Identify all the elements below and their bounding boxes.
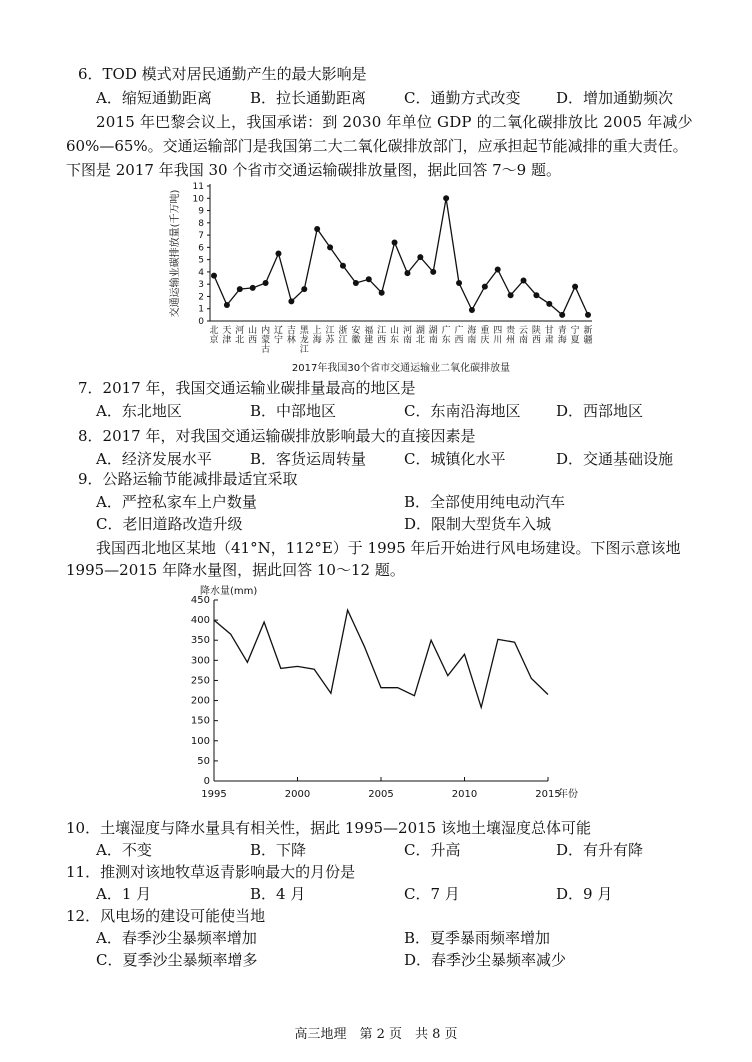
- data-point: [314, 226, 320, 232]
- x-tick-label: 湖: [428, 326, 438, 336]
- x-tick-label: 广: [441, 326, 451, 336]
- page-footer: 高三地理 第 2 页 共 8 页: [294, 1027, 458, 1042]
- x-tick-label: 上: [312, 326, 322, 336]
- q8-option-a: A．经济发展水平: [96, 450, 212, 468]
- x-tick-label: 庆: [480, 335, 490, 346]
- x-tick-label: 江: [338, 335, 348, 346]
- x-tick-label: 南: [467, 335, 477, 346]
- q10-option-a: A．不变: [96, 841, 152, 859]
- q6-option-a: A．缩短通勤距离: [96, 89, 212, 107]
- data-point: [559, 312, 565, 318]
- q8-stem: 8．2017 年，对我国交通运输碳排放影响最大的直接因素是: [78, 427, 476, 445]
- y-tick-label: 5: [198, 255, 204, 266]
- y-tick-label: 200: [190, 695, 210, 707]
- q12-stem: 12．风电场的建设可能使当地: [66, 907, 266, 925]
- y-tick-label: 2: [198, 292, 204, 303]
- y-tick-label: 0: [203, 776, 210, 787]
- chart-caption: 2017年我国30个省市交通运输业二氧化碳排放量: [291, 363, 511, 374]
- data-point: [469, 307, 475, 313]
- x-tick-label: 古: [261, 345, 271, 355]
- q6-stem: 6．TOD 模式对居民通勤产生的最大影响是: [78, 65, 367, 83]
- x-tick-label: 疆: [583, 335, 593, 346]
- x-tick-label: 海: [312, 335, 322, 346]
- data-point: [366, 276, 372, 282]
- x-tick-label: 江: [325, 326, 335, 336]
- data-point: [482, 284, 488, 290]
- q9-stem: 9．公路运输节能减排最适宜采取: [78, 470, 298, 488]
- x-tick-label: 西: [454, 335, 464, 346]
- q7-option-d: D．西部地区: [556, 402, 644, 420]
- x-tick-label: 西: [248, 335, 258, 346]
- data-point: [533, 292, 539, 298]
- intro2-line2: 1995—2015 年降水量图，据此回答 10～12 题。: [66, 561, 405, 579]
- data-point: [288, 298, 294, 304]
- x-tick-label: 辽: [273, 326, 283, 336]
- data-point: [211, 273, 217, 279]
- x-tick-label: 安: [351, 326, 361, 336]
- q10-option-b: B．下降: [250, 841, 307, 859]
- carbon-emission-chart: [160, 178, 600, 374]
- y-tick-label: 3: [198, 280, 204, 291]
- x-tick-label: 四: [493, 326, 503, 336]
- y-tick-label: 450: [190, 595, 210, 606]
- data-point: [456, 280, 462, 286]
- x-tick-label: 贵: [506, 326, 516, 336]
- emission-line: [214, 198, 588, 315]
- intro1-line3: 下图是 2017 年我国 30 个省市交通运输碳排放量图，据此回答 7～9 题。: [66, 161, 561, 179]
- x-tick-label: 河: [402, 326, 412, 336]
- x-tick-label: 陕: [531, 326, 541, 336]
- q9-option-c: C．老旧道路改造升级: [96, 515, 243, 533]
- x-tick-label: 东: [441, 335, 451, 346]
- intro2-line1: 我国西北地区某地（41°N，112°E）于 1995 年后开始进行风电场建设。下图示意该地: [96, 539, 681, 557]
- q11-option-c: C．7 月: [404, 885, 460, 903]
- data-point: [250, 285, 256, 291]
- data-point: [572, 284, 578, 290]
- precipitation-chart: [170, 580, 610, 804]
- precipitation-line: [214, 610, 548, 707]
- q11-option-a: A．1 月: [96, 885, 152, 903]
- q10-stem: 10．土壤湿度与降水量具有相关性，据此 1995—2015 该地土壤湿度总体可能: [66, 819, 591, 837]
- y-tick-label: 1: [198, 304, 204, 315]
- x-tick-label: 南: [519, 335, 529, 346]
- data-point: [443, 195, 449, 201]
- q12-option-d: D．春季沙尘暴频率减少: [404, 951, 567, 969]
- y-tick-label: 100: [190, 735, 210, 747]
- intro1-line1: 2015 年巴黎会议上，我国承诺：到 2030 年单位 GDP 的二氧化碳排放比 2005 年减少: [96, 113, 693, 131]
- x-tick-label: 江: [299, 345, 309, 355]
- x-tick-label: 山: [248, 326, 258, 336]
- q11-stem: 11．推测对该地牧草返青影响最大的月份是: [66, 863, 356, 881]
- x-tick-label: 海: [557, 335, 567, 346]
- q8-option-d: D．交通基础设施: [556, 450, 674, 468]
- q7-option-a: A．东北地区: [96, 402, 182, 420]
- y-tick-label: 300: [190, 655, 210, 667]
- q7-option-b: B．中部地区: [250, 402, 337, 420]
- x-tick-label: 京: [209, 335, 219, 346]
- x-tick-label: 内: [261, 326, 271, 336]
- data-point: [495, 266, 501, 272]
- q8-option-b: B．客货运周转量: [250, 450, 367, 468]
- x-tick-label: 龙: [299, 335, 309, 346]
- x-tick-label: 州: [506, 335, 516, 346]
- x-tick-label: 2010: [451, 789, 478, 800]
- x-tick-label: 天: [222, 326, 232, 336]
- x-tick-label: 西: [531, 335, 541, 346]
- y-axis-label: 交通运输业碳排放量(千万吨): [170, 189, 181, 318]
- x-tick-label: 南: [428, 335, 438, 346]
- q9-option-b: B．全部使用纯电动汽车: [404, 493, 566, 511]
- x-tick-label: 新: [583, 326, 593, 336]
- data-point: [379, 290, 385, 296]
- x-tick-label: 2000: [284, 789, 311, 800]
- data-point: [327, 244, 333, 250]
- q10-option-c: C．升高: [404, 841, 461, 859]
- y-tick-label: 10: [192, 194, 204, 205]
- data-point: [430, 269, 436, 275]
- y-tick-label: 8: [198, 218, 204, 229]
- data-point: [275, 251, 281, 257]
- x-tick-label: 青: [557, 326, 567, 336]
- data-point: [585, 312, 591, 318]
- data-point: [392, 239, 398, 245]
- x-tick-label: 山: [390, 326, 400, 336]
- q6-option-b: B．拉长通勤距离: [250, 89, 367, 107]
- y-tick-label: 11: [192, 182, 204, 192]
- q12-option-b: B．夏季暴雨频率增加: [404, 929, 551, 947]
- x-tick-label: 吉: [286, 326, 296, 336]
- x-tick-label: 2005: [368, 789, 394, 800]
- x-tick-label: 北: [415, 335, 425, 346]
- q12-option-c: C．夏季沙尘暴频率增多: [96, 951, 258, 969]
- x-tick-label: 重: [480, 326, 490, 336]
- y-tick-label: 7: [198, 231, 204, 242]
- x-tick-label: 宁: [273, 335, 283, 346]
- x-tick-label: 湖: [415, 326, 425, 336]
- x-axis-label: 年份: [558, 789, 578, 800]
- x-tick-label: 河: [235, 326, 245, 336]
- x-tick-label: 蒙: [261, 335, 271, 346]
- x-tick-label: 云: [519, 326, 529, 336]
- x-tick-label: 东: [390, 335, 400, 346]
- x-tick-label: 建: [364, 335, 374, 346]
- data-point: [301, 286, 307, 292]
- x-tick-label: 肃: [544, 335, 554, 346]
- intro1-line2: 60%—65%。交通运输部门是我国第二大二氧化碳排放部门，应承担起节能减排的重大责任。: [66, 137, 688, 155]
- y-tick-label: 150: [190, 715, 210, 727]
- data-point: [417, 254, 423, 260]
- q6-option-c: C．通勤方式改变: [404, 89, 521, 107]
- x-tick-label: 北: [209, 326, 219, 336]
- x-tick-label: 夏: [570, 335, 580, 346]
- y-tick-label: 4: [198, 267, 204, 278]
- data-point: [546, 301, 552, 307]
- q9-option-d: D．限制大型货车入城: [404, 515, 552, 533]
- data-point: [521, 278, 527, 284]
- y-tick-label: 50: [197, 755, 210, 767]
- data-point: [340, 263, 346, 269]
- q10-option-d: D．有升有降: [556, 841, 644, 859]
- x-tick-label: 北: [235, 335, 245, 346]
- x-tick-label: 宁: [570, 326, 580, 336]
- y-axis-label: 降水量(mm): [200, 586, 258, 597]
- x-tick-label: 黑: [299, 326, 309, 336]
- data-point: [237, 286, 243, 292]
- data-point: [353, 280, 359, 286]
- y-tick-label: 400: [190, 615, 210, 627]
- data-point: [508, 292, 514, 298]
- y-tick-label: 250: [190, 675, 210, 687]
- q11-option-b: B．4 月: [250, 885, 306, 903]
- y-tick-label: 0: [198, 317, 204, 327]
- x-tick-label: 1995: [201, 789, 227, 800]
- x-tick-label: 苏: [325, 335, 335, 346]
- q12-option-a: A．春季沙尘暴频率增加: [96, 929, 257, 947]
- q6-option-d: D．增加通勤频次: [556, 89, 674, 107]
- x-tick-label: 海: [467, 326, 477, 336]
- data-point: [224, 302, 230, 308]
- q7-option-c: C．东南沿海地区: [404, 402, 521, 420]
- x-tick-label: 2015: [535, 789, 561, 800]
- x-tick-label: 福: [364, 326, 374, 336]
- y-tick-label: 350: [190, 635, 210, 647]
- x-tick-label: 甘: [544, 326, 554, 336]
- y-tick-label: 6: [198, 243, 204, 254]
- q7-stem: 7．2017 年，我国交通运输业碳排量最高的地区是: [78, 379, 416, 397]
- x-tick-label: 广: [454, 326, 464, 336]
- x-tick-label: 江: [377, 326, 387, 336]
- x-tick-label: 川: [493, 335, 503, 346]
- y-tick-label: 9: [198, 206, 204, 217]
- q8-option-c: C．城镇化水平: [404, 450, 506, 468]
- q9-option-a: A．严控私家车上户数量: [96, 493, 257, 511]
- x-tick-label: 津: [222, 335, 232, 346]
- data-point: [404, 270, 410, 276]
- x-tick-label: 南: [402, 335, 412, 346]
- q11-option-d: D．9 月: [556, 885, 613, 903]
- x-tick-label: 浙: [338, 326, 348, 336]
- data-point: [263, 280, 269, 286]
- x-tick-label: 林: [286, 335, 296, 346]
- x-tick-label: 西: [377, 335, 387, 346]
- x-tick-label: 徽: [351, 335, 361, 346]
